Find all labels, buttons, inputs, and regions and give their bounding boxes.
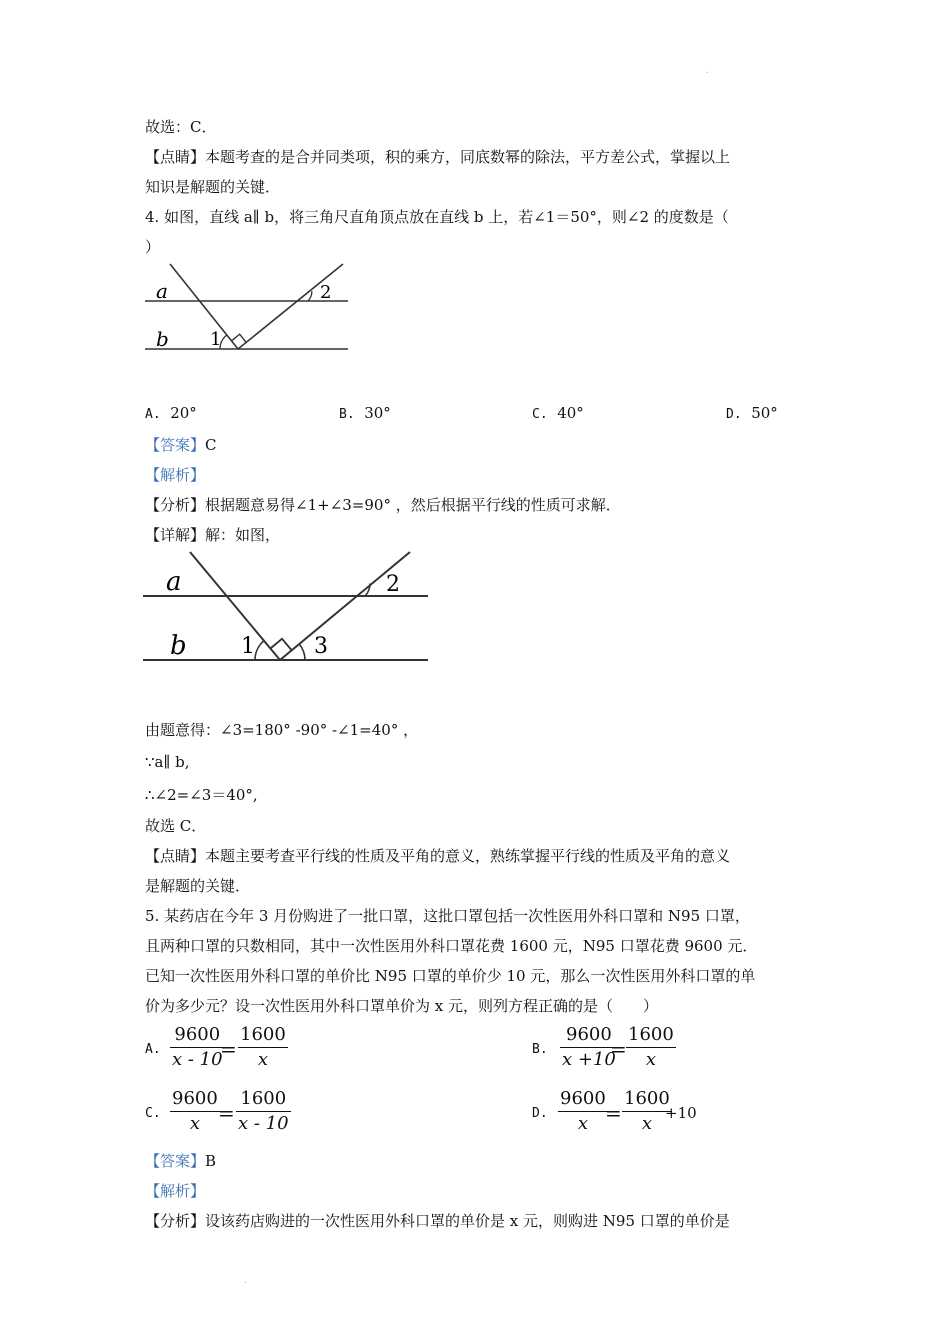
q5-option-b-frac2: 1600 x — [628, 1024, 674, 1070]
q4-analysis-tag: 【解析】 — [145, 466, 206, 484]
ruler-leg-left — [190, 552, 280, 660]
q5-option-a-letter: A. — [145, 1042, 161, 1057]
prev-comment-line2: 知识是解题的关键． — [145, 178, 281, 196]
q5-option-a-frac2: 1600 x — [240, 1024, 286, 1070]
q4-step1: 由题意得：∠3=180° -90° -∠1=40° ， — [145, 721, 419, 739]
q4-comment-line2: 是解题的关键． — [145, 877, 251, 895]
q4-answer: 【答案】C — [145, 436, 217, 454]
q5-stem-line1: 5. 某药店在今年 3 月份购进了一批口罩，这批口罩包括一次性医用外科口罩和 N95 口罩， — [145, 907, 750, 925]
angle3-arc — [299, 644, 305, 660]
q4-fenxi: 【分析】根据题意易得∠1+∠3=90° ，然后根据平行线的性质可求解． — [145, 496, 621, 514]
ruler-leg-left — [170, 264, 238, 349]
q4-xiangjie: 【详解】解：如图， — [145, 526, 281, 544]
q4-step3: ∴∠2=∠3＝40°, — [145, 786, 258, 804]
q5-stem-line2: 且两种口罩的只数相同，其中一次性医用外科口罩花费 1600 元，N95 口罩花费 9600 元． — [145, 937, 758, 955]
q4-option-b: B. 30° — [339, 404, 391, 422]
q5-option-d-frac1: 9600 x — [560, 1088, 606, 1134]
ruler-leg-right — [238, 264, 343, 349]
label-1: 1 — [241, 634, 255, 659]
answer-tag: 【答案】 — [145, 436, 206, 454]
q4-step2: ∵a∥ b, — [145, 753, 190, 771]
q5-option-c-frac2: 1600 x - 10 — [238, 1088, 289, 1134]
q5-option-a-eq: = — [220, 1037, 237, 1061]
q5-option-d-extra: +10 — [665, 1104, 697, 1122]
q4-step4: 故选 C． — [145, 817, 207, 835]
q4-option-a: A. 20° — [145, 404, 197, 422]
q5-option-b-eq: = — [610, 1037, 627, 1061]
q4-stem-line1: 4. 如图，直线 a∥ b，将三角尺直角顶点放在直线 b 上，若∠1＝50°，则∠2 的度数是（ — [145, 208, 729, 226]
q5-option-c-letter: C. — [145, 1106, 161, 1121]
right-angle-mark — [232, 334, 247, 342]
q5-stem-line4: 价为多少元？设一次性医用外科口罩单价为 x 元，则列方程正确的是（ ） — [145, 997, 658, 1015]
q5-option-c-eq: = — [218, 1101, 235, 1125]
q5-option-b-frac1: 9600 x +10 — [562, 1024, 616, 1070]
page-mark-bottom: . — [244, 1276, 247, 1285]
q5-analysis-tag: 【解析】 — [145, 1182, 206, 1200]
q5-option-d-eq: = — [605, 1101, 622, 1125]
q5-stem-line3: 已知一次性医用外科口罩的单价比 N95 口罩的单价少 10 元，那么一次性医用外科口罩的单 — [145, 967, 756, 985]
label-3: 3 — [314, 634, 328, 659]
q5-option-a-frac1: 9600 x - 10 — [172, 1024, 223, 1070]
q5-option-d-frac2: 1600 x — [624, 1088, 670, 1134]
q4-option-d: D. 50° — [726, 404, 778, 422]
q4-comment-line1: 【点睛】本题主要考查平行线的性质及平角的意义，熟练掌握平行线的性质及平角的意义 — [145, 847, 731, 865]
prev-choice: 故选：C． — [145, 118, 217, 136]
angle1-arc — [255, 641, 264, 660]
q4-figure — [140, 258, 360, 358]
q5-option-c-frac1: 9600 x — [172, 1088, 218, 1134]
right-angle-mark — [270, 639, 292, 651]
q4-stem-line2: ） — [145, 238, 161, 256]
q4-solution-figure — [140, 548, 440, 668]
label-2: 2 — [320, 282, 332, 303]
prev-comment-line1: 【点睛】本题考查的是合并同类项，积的乘方，同底数幂的除法，平方差公式，掌握以上 — [145, 148, 731, 166]
label-b: b — [156, 327, 169, 351]
q5-answer: 【答案】B — [145, 1152, 217, 1170]
label-1: 1 — [210, 329, 222, 350]
q5-option-b-letter: B. — [532, 1042, 548, 1057]
label-2: 2 — [386, 572, 400, 597]
answer-tag: 【答案】 — [145, 1152, 206, 1170]
q5-option-d-letter: D. — [532, 1106, 548, 1121]
label-b: b — [170, 631, 187, 661]
q4-option-c: C. 40° — [532, 404, 584, 422]
label-a: a — [166, 567, 182, 597]
page-mark-top: . — [706, 66, 709, 75]
label-a: a — [156, 279, 168, 303]
q5-fenxi: 【分析】设该药店购进的一次性医用外科口罩的单价是 x 元，则购进 N95 口罩的单价是 — [145, 1212, 730, 1230]
comment-tag: 【点睛】 — [145, 148, 206, 166]
